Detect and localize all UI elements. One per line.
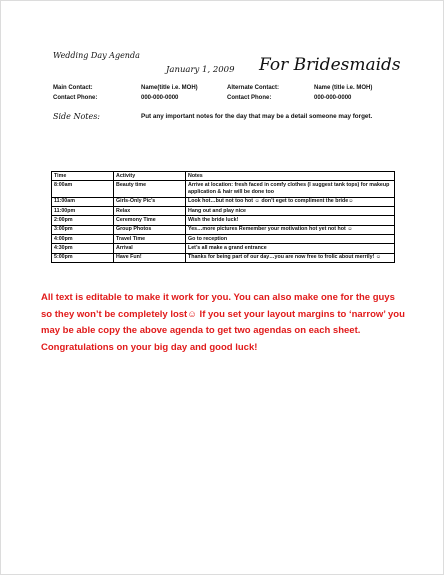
- alternate-contact-label: Alternate Contact:: [227, 85, 280, 91]
- agenda-header-row: [52, 172, 395, 181]
- agenda-row: [52, 253, 395, 262]
- alternate-phone-label: Contact Phone:: [227, 95, 272, 101]
- main-phone-value: 000-000-0000: [141, 95, 179, 101]
- row-time: 11:00pm: [52, 207, 114, 216]
- agenda-row: [52, 225, 395, 234]
- header-activity: Activity: [114, 172, 186, 181]
- agenda-row: [52, 216, 395, 225]
- main-contact-name: Name(title i.e. MOH): [141, 85, 198, 91]
- row-time: 11:00am: [52, 197, 114, 206]
- row-activity: Arrival: [114, 244, 186, 253]
- row-time: 8:00am: [52, 181, 114, 198]
- row-notes: Wish the bride luck!: [186, 216, 395, 225]
- side-notes-text: Put any important notes for the day that may be a detail someone may forget.: [141, 113, 373, 120]
- row-time: 2:00pm: [52, 216, 114, 225]
- row-activity: Group Photos: [114, 225, 186, 234]
- agenda-subtitle: For Bridesmaids: [259, 55, 401, 75]
- main-phone-label: Contact Phone:: [53, 95, 98, 101]
- agenda-date: January 1, 2009: [166, 65, 235, 75]
- row-notes: Let’s all make a grand entrance: [186, 244, 395, 253]
- row-notes: Arrive at location: fresh faced in comfy clothes (I suggest tank tops) for makeup application & hair will be done too: [186, 181, 395, 198]
- row-notes: Yes…more pictures Remember your motivation hot yet not hot ☺: [186, 225, 395, 234]
- row-activity: Ceremony Time: [114, 216, 186, 225]
- row-notes: Go to reception: [186, 235, 395, 244]
- row-activity: Beauty time: [114, 181, 186, 198]
- row-notes: Thanks for being part of our day…you are now free to frolic about merrily! ☺: [186, 253, 395, 262]
- row-time: 5:00pm: [52, 253, 114, 262]
- agenda-row: [52, 244, 395, 253]
- row-time: 3:00pm: [52, 225, 114, 234]
- row-notes: Hang out and play nice: [186, 207, 395, 216]
- row-time: 4:30pm: [52, 244, 114, 253]
- agenda-row: [52, 235, 395, 244]
- alternate-contact-name: Name (title i.e. MOH): [314, 85, 373, 91]
- side-notes-label: Side Notes:: [53, 112, 101, 121]
- row-time: 4:00pm: [52, 235, 114, 244]
- row-activity: Travel Time: [114, 235, 186, 244]
- main-contact-label: Main Contact:: [53, 85, 93, 91]
- agenda-row: [52, 207, 395, 216]
- row-activity: Girls-Only Pic’s: [114, 197, 186, 206]
- header-time: Time: [52, 172, 114, 181]
- header-notes: Notes: [186, 172, 395, 181]
- row-activity: Relax: [114, 207, 186, 216]
- alternate-phone-value: 000-000-0000: [314, 95, 352, 101]
- agenda-table: [51, 171, 395, 263]
- row-notes: Look hot…but not too hot ☺ don’t eget to compliment the bride☺: [186, 197, 395, 206]
- instructions-note: All text is editable to make it work for you. You can also make one for the guys so they won’t be completely lost☺ If you set your layout margins to ‘narrow’ you may be able copy the above agenda to get two agendas on each sheet. Congratulations on your big day and good luck!: [41, 292, 405, 353]
- agenda-title: Wedding Day Agenda: [53, 51, 140, 60]
- row-activity: Have Fun!: [114, 253, 186, 262]
- agenda-row: [52, 181, 395, 198]
- agenda-row: [52, 197, 395, 206]
